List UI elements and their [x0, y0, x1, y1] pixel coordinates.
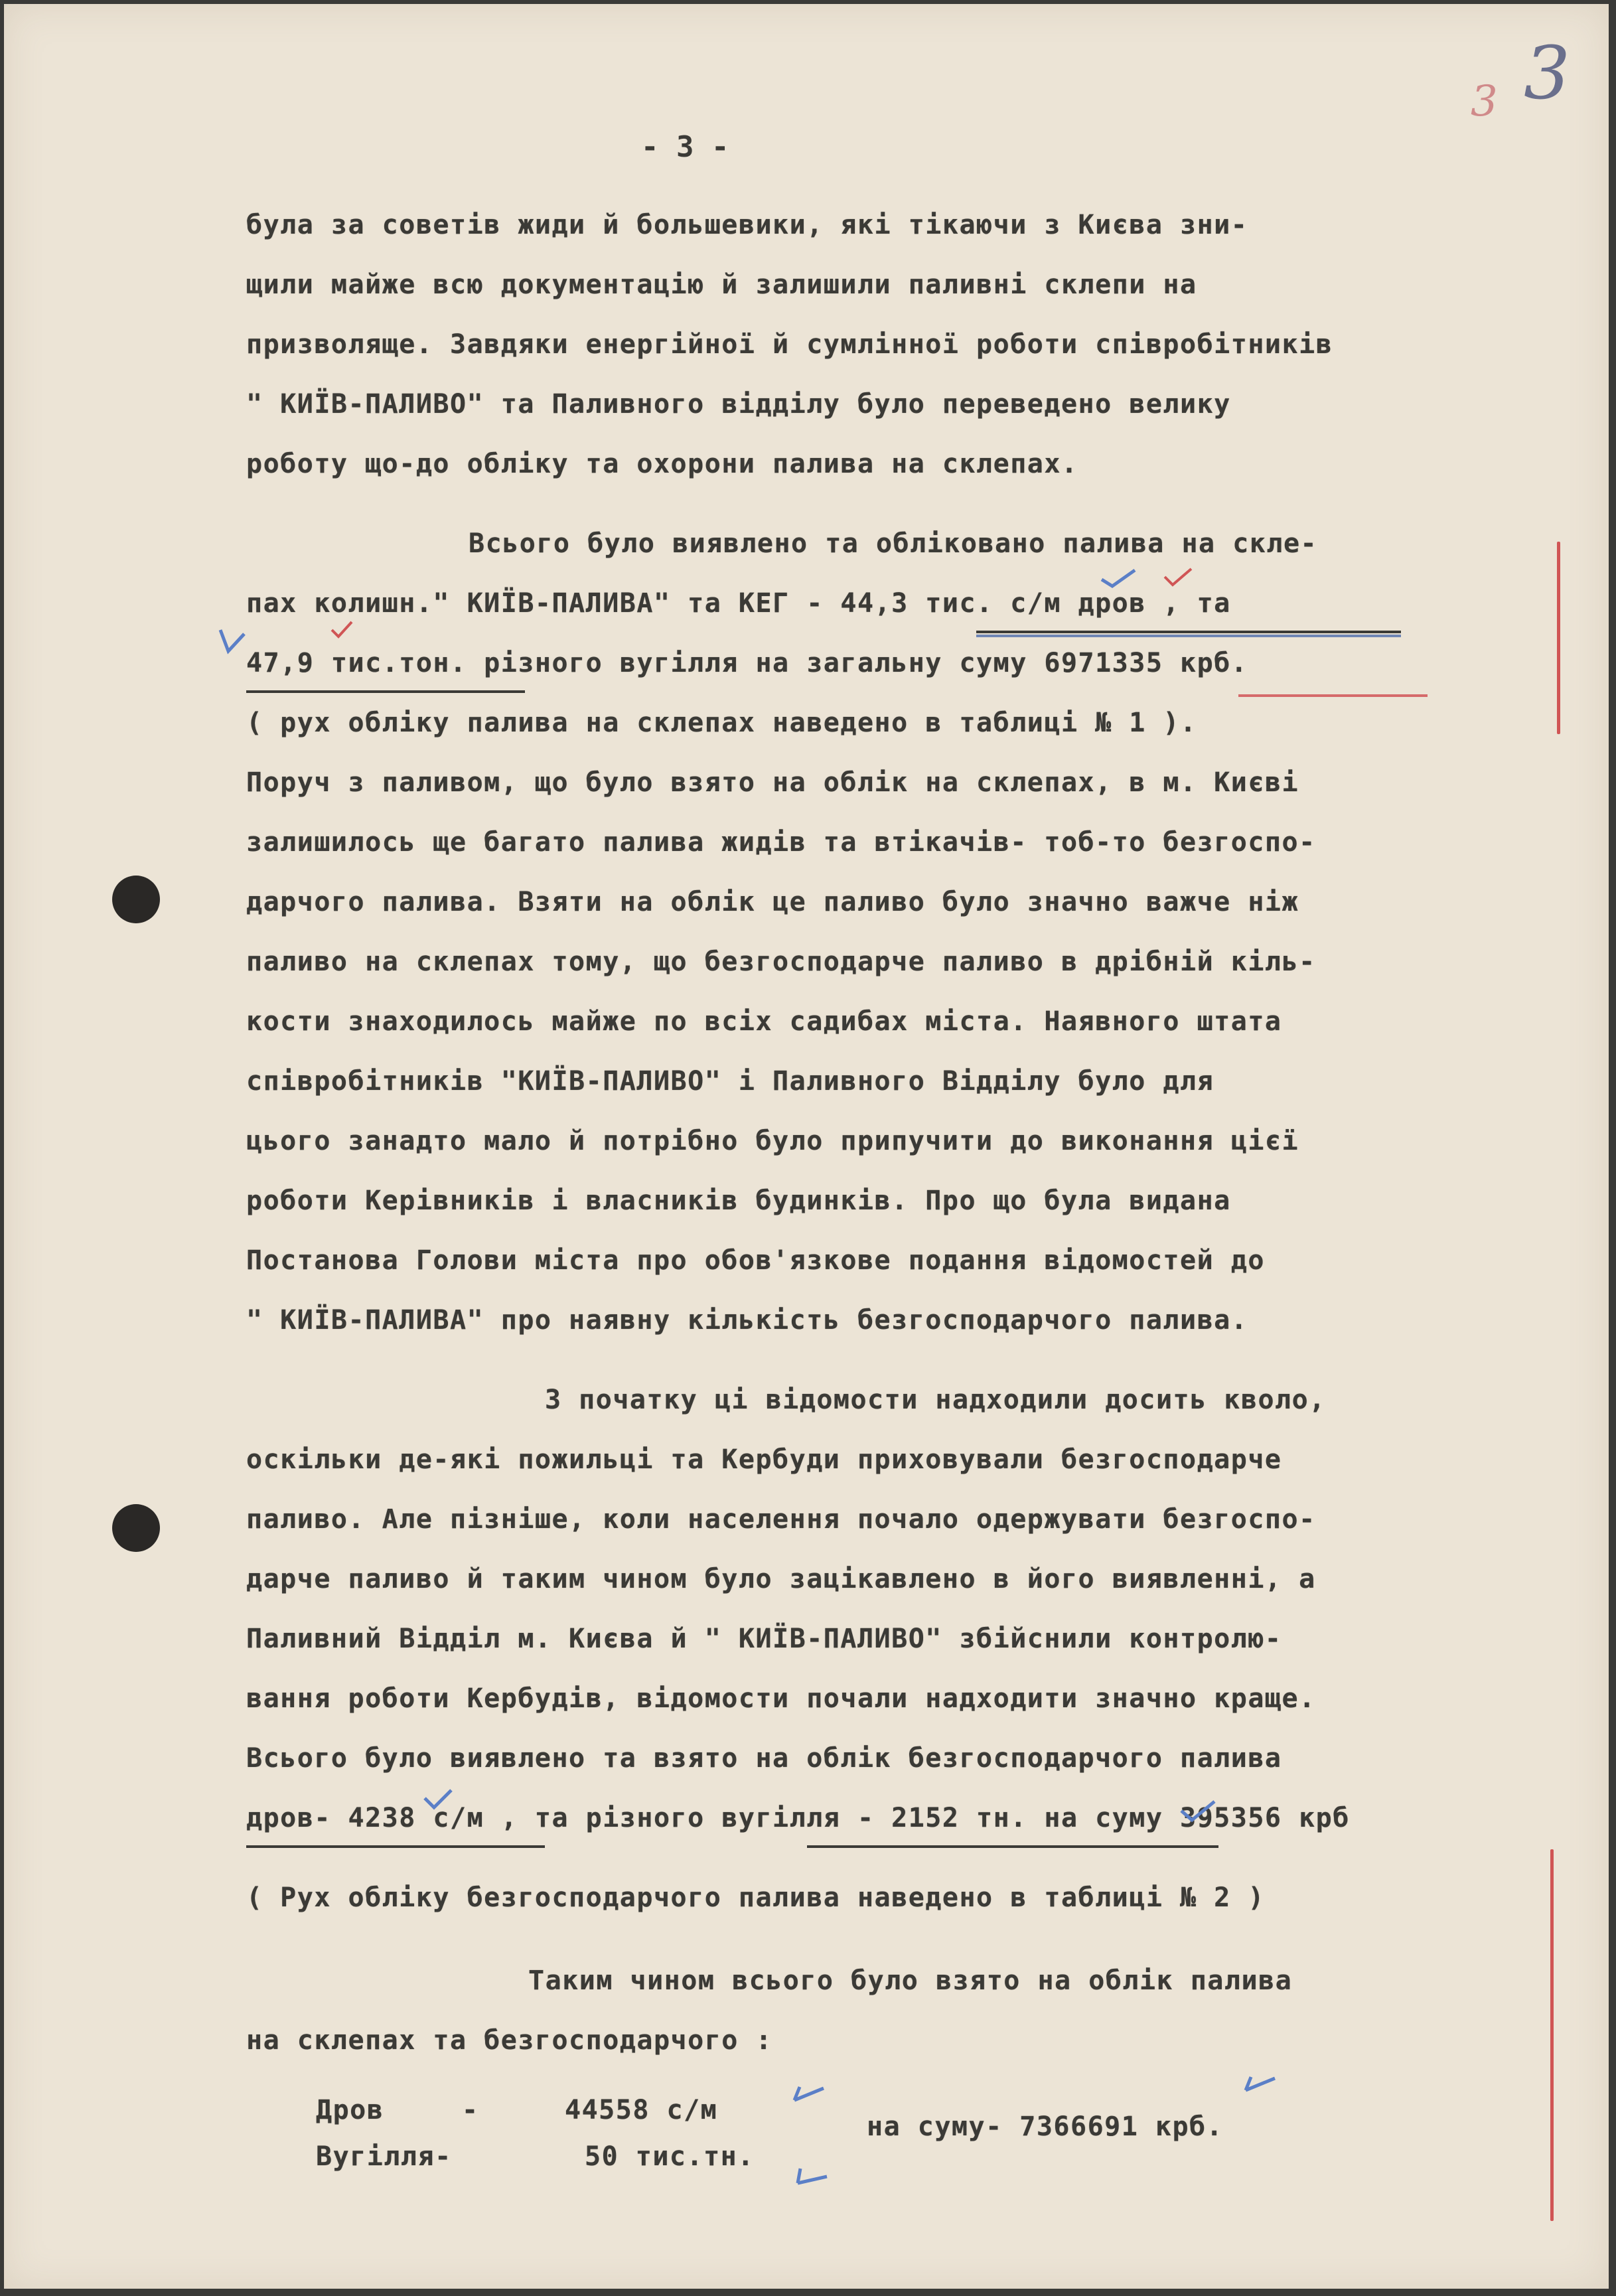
document-page: [4, 4, 1609, 2289]
margin-mark-red: [1550, 1849, 1554, 2221]
page-number: - 3 -: [641, 130, 729, 164]
blue-check-mark-icon: [422, 1786, 455, 1813]
text-line: залишилось ще багато палива жидів та втікачів- тоб-то безгоспо-: [246, 827, 1316, 858]
totals-sum: на суму- 7366691 крб.: [867, 2111, 1224, 2142]
blue-check-mark-icon: [216, 625, 250, 658]
text-line: Всього було виявлено та обліковано палива на скле-: [469, 528, 1318, 559]
blue-check-mark-icon: [794, 2165, 834, 2191]
red-check-mark-icon: [329, 618, 356, 642]
text-line: дров- 4238 с/м , та різного вугілля - 2152 тн. на суму 395356 крб: [246, 1803, 1350, 1833]
underline-blue: [976, 635, 1401, 637]
totals-coal-value: 50 тис.тн.: [585, 2141, 755, 2172]
handwritten-page-number-red: 3: [1471, 77, 1498, 126]
text-line: призволяще. Завдяки енергійної й сумлінної роботи співробітників: [246, 329, 1333, 360]
text-line: дарче паливо й таким чином було зацікавлено в його виявленні, а: [246, 1564, 1316, 1594]
text-line: 47,9 тис.тон. різного вугілля на загальну суму 6971335 крб.: [246, 648, 1248, 678]
text-line: була за советів жиди й большевики, які тікаючи з Києва зни-: [246, 210, 1248, 240]
text-line: співробітників "КИЇВ-ПАЛИВО" і Паливного Відділу було для: [246, 1066, 1214, 1097]
text-line: ( Рух обліку безгосподарчого палива наведено в таблиці № 2 ): [246, 1882, 1265, 1913]
totals-coal-label: Вугілля-: [316, 2141, 452, 2172]
text-line: дарчого палива. Взяти на облік це паливо було значно важче ніж: [246, 887, 1299, 917]
margin-mark-red: [1557, 542, 1560, 734]
text-line: паливо на склепах тому, що безгосподарче паливо в дрібній кіль-: [246, 947, 1316, 977]
text-line: Всього було виявлено та взято на облік безгосподарчого палива: [246, 1743, 1282, 1774]
text-line: роботу що-до обліку та охорони палива на склепах.: [246, 449, 1078, 479]
text-line: Паливний Відділ м. Києва й " КИЇВ-ПАЛИВО" збійснили контролю-: [246, 1624, 1282, 1654]
blue-check-mark-icon: [790, 2082, 830, 2108]
text-line: Постанова Голови міста про обов'язкове подання відомостей до: [246, 1245, 1265, 1276]
text-line: на склепах та безгосподарчого :: [246, 2025, 773, 2056]
underline: [807, 1845, 1218, 1848]
text-line: пах колишн." КИЇВ-ПАЛИВА" та КЕГ - 44,3 тис. с/м дров , та: [246, 588, 1231, 619]
punch-hole: [112, 1504, 160, 1552]
underline: [246, 1845, 545, 1848]
handwritten-page-number: 3: [1524, 31, 1570, 115]
blue-check-mark-icon: [1179, 1796, 1218, 1825]
text-line: паливо. Але пізніше, коли населення почало одержувати безгоспо-: [246, 1504, 1316, 1535]
text-line: вання роботи Кербудів, відомости почали надходити значно краще.: [246, 1683, 1316, 1714]
text-line: кости знаходилось майже по всіх садибах міста. Наявного штата: [246, 1006, 1282, 1037]
totals-wood-value: 44558 с/м: [565, 2095, 718, 2125]
punch-hole: [112, 876, 160, 923]
totals-wood-dash: -: [462, 2095, 479, 2125]
text-line: " КИЇВ-ПАЛИВО" та Паливного відділу було переведено велику: [246, 389, 1231, 420]
blue-check-mark-icon: [1099, 565, 1139, 591]
underline: [976, 631, 1401, 633]
text-line: цього занадто мало й потрібно було припучити до виконання цієї: [246, 1126, 1299, 1156]
text-line: оскільки де-які пожильці та Кербуди приховували безгосподарче: [246, 1444, 1282, 1475]
underline-red: [1238, 694, 1428, 697]
text-line: щили майже всю документацію й залишили паливні склепи на: [246, 269, 1197, 300]
text-line: роботи Керівників і власників будинків. Про що була видана: [246, 1186, 1231, 1216]
totals-wood-label: Дров: [316, 2095, 384, 2125]
underline: [246, 690, 525, 693]
text-line: Таким чином всього було взято на облік палива: [528, 1965, 1293, 1996]
text-line: " КИЇВ-ПАЛИВА" про наявну кількість безгосподарчого палива.: [246, 1305, 1248, 1336]
text-line: ( рух обліку палива на склепах наведено в таблиці № 1 ).: [246, 708, 1197, 738]
text-line: З початку ці відомости надходили досить кволо,: [545, 1385, 1326, 1415]
blue-check-mark-icon: [1242, 2072, 1282, 2098]
text-line: Поруч з паливом, що було взято на облік на склепах, в м. Києві: [246, 767, 1299, 798]
red-check-mark-icon: [1162, 565, 1195, 591]
